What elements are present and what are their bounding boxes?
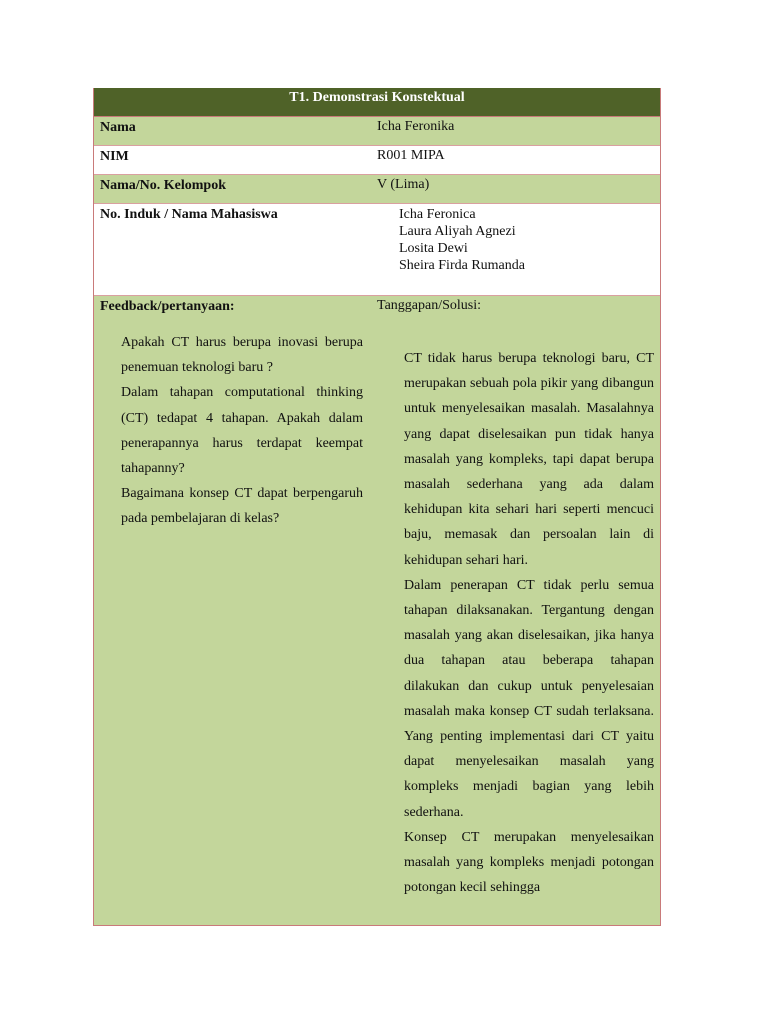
group-row xyxy=(94,175,660,204)
feedback-row xyxy=(94,296,660,926)
nim-label: NIM xyxy=(100,149,129,164)
group-value: V (Lima) xyxy=(377,177,430,192)
question-text: Dalam tahapan computational thinking (CT) tedapat 4 tahapan. Apakah dalam penerapannya harus terdapat keempat tahapanny? xyxy=(121,385,363,477)
response-label: Tanggapan/Solusi: xyxy=(377,298,482,313)
name-value: Icha Feronika xyxy=(377,119,455,134)
student-list xyxy=(399,206,525,274)
table-title: T1. Demonstrasi Konstektual xyxy=(289,90,465,105)
name-label: Nama xyxy=(100,120,136,135)
student-name: Laura Aliyah Agnezi xyxy=(399,224,516,239)
demonstration-form-table xyxy=(93,88,661,926)
questions-column xyxy=(121,330,363,532)
response-text: Dalam penerapan CT tidak perlu semua tahapan dilaksanakan. Tergantung dengan masalah yang akan diselesaikan, jika hanya dua tahapan atau beberapa tahapan dilakukan dan cukup untuk penyelesaian masalah maka konsep CT sudah terlaksana. Yang penting implementasi dari CT yaitu dapat menyelesaikan masalah yang kompleks menjadi bagian yang lebih sederhana. xyxy=(404,577,654,820)
nim-row xyxy=(94,146,660,175)
student-name: Icha Feronica xyxy=(399,207,476,222)
group-label: Nama/No. Kelompok xyxy=(100,178,226,193)
student-name: Sheira Firda Rumanda xyxy=(399,258,525,273)
responses-column xyxy=(404,346,654,900)
student-list-label: No. Induk / Nama Mahasiswa xyxy=(100,207,278,222)
feedback-label: Feedback/pertanyaan: xyxy=(100,299,235,314)
student-list-row xyxy=(94,204,660,296)
question-text: Apakah CT harus berupa inovasi berupa penemuan teknologi baru ? xyxy=(121,335,363,376)
response-text: CT tidak harus berupa teknologi baru, CT merupakan sebuah pola pikir yang dibangun untuk menyelesaikan masalah. Masalahnya yang dapat diselesaikan pun tidak hanya masalah yang kompleks, tapi dapat berupa masalah sederhana yang ada dalam kehidupan kita sehari hari seperti mencuci baju, memasak dan persoalan lain di kehidupan sehari hari. xyxy=(404,351,654,568)
table-title-row xyxy=(94,88,660,117)
student-name: Losita Dewi xyxy=(399,241,468,256)
nim-value: R001 MIPA xyxy=(377,148,445,163)
response-text: Konsep CT merupakan menyelesaikan masalah yang kompleks menjadi potongan potongan kecil sehingga xyxy=(404,829,654,896)
name-row xyxy=(94,117,660,146)
question-text: Bagaimana konsep CT dapat berpengaruh pada pembelajaran di kelas? xyxy=(121,486,363,527)
